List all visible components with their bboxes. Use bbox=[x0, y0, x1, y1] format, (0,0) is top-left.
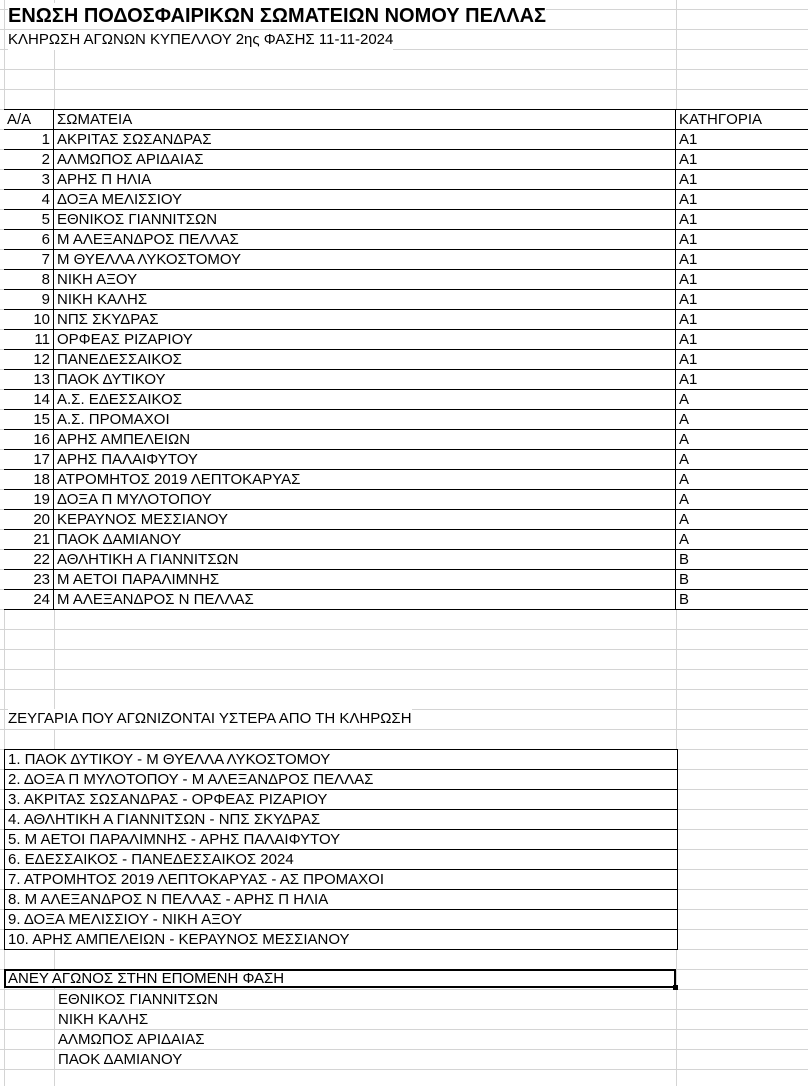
club-name-cell[interactable]: ΝΙΚΗ ΑΞΟΥ bbox=[54, 270, 676, 289]
gridline-horizontal bbox=[0, 649, 808, 650]
category-cell[interactable]: Β bbox=[679, 571, 690, 588]
pairs-heading: ΖΕΥΓΑΡΙΑ ΠΟΥ ΑΓΩΝΙΖΟΝΤΑΙ ΥΣΤΕΡΑ ΑΠΟ ΤΗ ΚΛΗΡΩΣΗ bbox=[8, 710, 412, 727]
club-name-cell[interactable]: ΑΡΗΣ ΑΜΠΕΛΕΙΩΝ bbox=[54, 430, 676, 449]
row-number-cell[interactable]: 17 bbox=[4, 450, 54, 469]
table-row bbox=[4, 350, 808, 370]
row-number-cell[interactable]: 6 bbox=[4, 230, 54, 249]
row-number-cell[interactable]: 9 bbox=[4, 290, 54, 309]
gridline-horizontal bbox=[0, 69, 808, 70]
table-row bbox=[4, 330, 808, 350]
category-cell[interactable]: Α1 bbox=[679, 311, 698, 328]
club-name-cell[interactable]: ΠΑΟΚ ΔΑΜΙΑΝΟΥ bbox=[54, 530, 676, 549]
row-number-cell[interactable]: 14 bbox=[4, 390, 54, 409]
table-row bbox=[4, 310, 808, 330]
club-name-cell[interactable]: ΕΘΝΙΚΟΣ ΓΙΑΝΝΙΤΣΩΝ bbox=[54, 210, 676, 229]
club-name-cell[interactable]: ΑΘΛΗΤΙΚΗ Α ΓΙΑΝΝΙΤΣΩΝ bbox=[54, 550, 676, 569]
table-row bbox=[4, 570, 808, 590]
column-header-aa[interactable]: Α/Α bbox=[4, 110, 54, 129]
category-cell[interactable]: Α1 bbox=[679, 131, 698, 148]
row-number-cell[interactable]: 4 bbox=[4, 190, 54, 209]
table-row bbox=[4, 190, 808, 210]
category-cell[interactable]: Α1 bbox=[679, 211, 698, 228]
pair-row[interactable]: 2. ΔΟΞΑ Π ΜΥΛΟΤΟΠΟΥ - Μ ΑΛΕΞΑΝΔΡΟΣ ΠΕΛΛΑΣ bbox=[5, 770, 677, 790]
bye-heading-selected-cell[interactable]: ΑΝΕΥ ΑΓΩΝΟΣ ΣΤΗΝ ΕΠΟΜΕΝΗ ΦΑΣΗ bbox=[4, 969, 676, 988]
club-name-cell[interactable]: ΔΟΞΑ Π ΜΥΛΟΤΟΠΟΥ bbox=[54, 490, 676, 509]
club-name-cell[interactable]: ΚΕΡΑΥΝΟΣ ΜΕΣΣΙΑΝΟΥ bbox=[54, 510, 676, 529]
pair-row[interactable]: 1. ΠΑΟΚ ΔΥΤΙΚΟΥ - Μ ΘΥΕΛΛΑ ΛΥΚΟΣΤΟΜΟΥ bbox=[5, 750, 677, 770]
row-number-cell[interactable]: 18 bbox=[4, 470, 54, 489]
pair-row[interactable]: 8. Μ ΑΛΕΞΑΝΔΡΟΣ Ν ΠΕΛΛΑΣ - ΑΡΗΣ Π ΗΛΙΑ bbox=[5, 890, 677, 910]
club-name-cell[interactable]: Μ ΑΛΕΞΑΝΔΡΟΣ Ν ΠΕΛΛΑΣ bbox=[54, 590, 676, 609]
club-name-cell[interactable]: ΑΤΡΟΜΗΤΟΣ 2019 ΛΕΠΤΟΚΑΡΥΑΣ bbox=[54, 470, 676, 489]
category-cell[interactable]: Α bbox=[679, 411, 690, 428]
table-row bbox=[4, 130, 808, 150]
pair-row[interactable]: 6. ΕΔΕΣΣΑΙΚΟΣ - ΠΑΝΕΔΕΣΣΑΙΚΟΣ 2024 bbox=[5, 850, 677, 870]
table-row bbox=[4, 450, 808, 470]
club-name-cell[interactable]: Μ ΑΕΤΟΙ ΠΑΡΑΛΙΜΝΗΣ bbox=[54, 570, 676, 589]
category-cell[interactable]: Α bbox=[679, 451, 690, 468]
bye-team[interactable]: ΠΑΟΚ ΔΑΜΙΑΝΟΥ bbox=[58, 1051, 183, 1068]
row-number-cell[interactable]: 15 bbox=[4, 410, 54, 429]
table-row bbox=[4, 510, 808, 530]
pair-row[interactable]: 10. ΑΡΗΣ ΑΜΠΕΛΕΙΩΝ - ΚΕΡΑΥΝΟΣ ΜΕΣΣΙΑΝΟΥ bbox=[5, 930, 677, 950]
page-subtitle: ΚΛΗΡΩΣΗ ΑΓΩΝΩΝ ΚΥΠΕΛΛΟΥ 2ης ΦΑΣΗΣ 11-11-2024 bbox=[8, 31, 394, 48]
table-header-row bbox=[4, 110, 808, 130]
gridline-horizontal bbox=[0, 689, 808, 690]
bye-team[interactable]: ΕΘΝΙΚΟΣ ΓΙΑΝΝΙΤΣΩΝ bbox=[58, 991, 219, 1008]
row-number-cell[interactable]: 10 bbox=[4, 310, 54, 329]
category-cell[interactable]: Α1 bbox=[679, 151, 698, 168]
table-body bbox=[4, 130, 808, 610]
table-row bbox=[4, 210, 808, 230]
page-title: ΕΝΩΣΗ ΠΟΔΟΣΦΑΙΡΙΚΩΝ ΣΩΜΑΤΕΙΩΝ ΝΟΜΟΥ ΠΕΛΛΑΣ bbox=[8, 5, 547, 27]
club-name-cell[interactable]: ΝΠΣ ΣΚΥΔΡΑΣ bbox=[54, 310, 676, 329]
category-cell[interactable]: Α1 bbox=[679, 291, 698, 308]
category-cell[interactable]: Α1 bbox=[679, 371, 698, 388]
pair-row[interactable]: 9. ΔΟΞΑ ΜΕΛΙΣΣΙΟΥ - ΝΙΚΗ ΑΞΟΥ bbox=[5, 910, 677, 930]
row-number-cell[interactable]: 16 bbox=[4, 430, 54, 449]
column-header-category[interactable]: ΚΑΤΗΓΟΡΙΑ bbox=[679, 111, 762, 128]
table-row bbox=[4, 410, 808, 430]
table-row bbox=[4, 530, 808, 550]
table-row bbox=[4, 470, 808, 490]
gridline-horizontal bbox=[0, 89, 808, 90]
row-number-cell[interactable]: 8 bbox=[4, 270, 54, 289]
club-name-cell[interactable]: Μ ΑΛΕΞΑΝΔΡΟΣ ΠΕΛΛΑΣ bbox=[54, 230, 676, 249]
row-number-cell[interactable]: 24 bbox=[4, 590, 54, 609]
bye-team[interactable]: ΝΙΚΗ ΚΑΛΗΣ bbox=[58, 1011, 149, 1028]
row-number-cell[interactable]: 12 bbox=[4, 350, 54, 369]
category-cell[interactable]: Α bbox=[679, 531, 690, 548]
bye-team[interactable]: ΑΛΜΩΠΟΣ ΑΡΙΔΑΙΑΣ bbox=[58, 1031, 205, 1048]
row-number-cell[interactable]: 1 bbox=[4, 130, 54, 149]
category-cell[interactable]: Α1 bbox=[679, 191, 698, 208]
category-cell[interactable]: Α bbox=[679, 471, 690, 488]
pair-row[interactable]: 4. ΑΘΛΗΤΙΚΗ Α ΓΙΑΝΝΙΤΣΩΝ - ΝΠΣ ΣΚΥΔΡΑΣ bbox=[5, 810, 677, 830]
table-row bbox=[4, 590, 808, 610]
category-cell[interactable]: Α bbox=[679, 491, 690, 508]
club-name-cell[interactable]: ΑΚΡΙΤΑΣ ΣΩΣΑΝΔΡΑΣ bbox=[54, 130, 676, 149]
row-number-cell[interactable]: 13 bbox=[4, 370, 54, 389]
table-row bbox=[4, 390, 808, 410]
gridline-horizontal bbox=[0, 629, 808, 630]
category-cell[interactable]: Α1 bbox=[679, 351, 698, 368]
table-row bbox=[4, 250, 808, 270]
category-cell[interactable]: Α1 bbox=[679, 171, 698, 188]
row-number-cell[interactable]: 23 bbox=[4, 570, 54, 589]
club-name-cell[interactable]: ΑΛΜΩΠΟΣ ΑΡΙΔΑΙΑΣ bbox=[54, 150, 676, 169]
row-number-cell[interactable]: 19 bbox=[4, 490, 54, 509]
row-number-cell[interactable]: 7 bbox=[4, 250, 54, 269]
pair-row[interactable]: 3. ΑΚΡΙΤΑΣ ΣΩΣΑΝΔΡΑΣ - ΟΡΦΕΑΣ ΡΙΖΑΡΙΟΥ bbox=[5, 790, 677, 810]
club-name-cell[interactable]: Α.Σ. ΕΔΕΣΣΑΙΚΟΣ bbox=[54, 390, 676, 409]
category-cell[interactable]: Α1 bbox=[679, 271, 698, 288]
clubs-table bbox=[4, 109, 808, 610]
row-number-cell[interactable]: 5 bbox=[4, 210, 54, 229]
club-name-cell[interactable]: ΠΑΝΕΔΕΣΣΑΙΚΟΣ bbox=[54, 350, 676, 369]
row-number-cell[interactable]: 21 bbox=[4, 530, 54, 549]
table-row bbox=[4, 170, 808, 190]
table-row bbox=[4, 490, 808, 510]
table-row bbox=[4, 270, 808, 290]
row-number-cell[interactable]: 3 bbox=[4, 170, 54, 189]
club-name-cell[interactable]: Α.Σ. ΠΡΟΜΑΧΟΙ bbox=[54, 410, 676, 429]
club-name-cell[interactable]: ΠΑΟΚ ΔΥΤΙΚΟΥ bbox=[54, 370, 676, 389]
pair-row[interactable]: 5. Μ ΑΕΤΟΙ ΠΑΡΑΛΙΜΝΗΣ - ΑΡΗΣ ΠΑΛΑΙΦΥΤΟΥ bbox=[5, 830, 677, 850]
table-row bbox=[4, 550, 808, 570]
table-row bbox=[4, 290, 808, 310]
row-number-cell[interactable]: 20 bbox=[4, 510, 54, 529]
club-name-cell[interactable]: ΝΙΚΗ ΚΑΛΗΣ bbox=[54, 290, 676, 309]
club-name-cell[interactable]: Μ ΘΥΕΛΛΑ ΛΥΚΟΣΤΟΜΟΥ bbox=[54, 250, 676, 269]
pairs-list bbox=[4, 749, 678, 950]
club-name-cell[interactable]: ΑΡΗΣ ΠΑΛΑΙΦΥΤΟΥ bbox=[54, 450, 676, 469]
table-row bbox=[4, 370, 808, 390]
row-number-cell[interactable]: 11 bbox=[4, 330, 54, 349]
category-cell[interactable]: Α bbox=[679, 431, 690, 448]
gridline-horizontal bbox=[0, 729, 808, 730]
category-cell[interactable]: Α1 bbox=[679, 231, 698, 248]
table-row bbox=[4, 150, 808, 170]
category-cell[interactable]: Β bbox=[679, 551, 690, 568]
category-cell[interactable]: Α bbox=[679, 391, 690, 408]
club-name-cell[interactable]: ΔΟΞΑ ΜΕΛΙΣΣΙΟΥ bbox=[54, 190, 676, 209]
row-number-cell[interactable]: 2 bbox=[4, 150, 54, 169]
column-header-clubs[interactable]: ΣΩΜΑΤΕΙΑ bbox=[54, 110, 676, 129]
category-cell[interactable]: Α bbox=[679, 511, 690, 528]
table-row bbox=[4, 230, 808, 250]
table-row bbox=[4, 430, 808, 450]
category-cell[interactable]: Α1 bbox=[679, 331, 698, 348]
category-cell[interactable]: Β bbox=[679, 591, 690, 608]
row-number-cell[interactable]: 22 bbox=[4, 550, 54, 569]
cell-fill-handle[interactable] bbox=[673, 985, 678, 990]
club-name-cell[interactable]: ΑΡΗΣ Π ΗΛΙΑ bbox=[54, 170, 676, 189]
club-name-cell[interactable]: ΟΡΦΕΑΣ ΡΙΖΑΡΙΟΥ bbox=[54, 330, 676, 349]
pair-row[interactable]: 7. ΑΤΡΟΜΗΤΟΣ 2019 ΛΕΠΤΟΚΑΡΥΑΣ - ΑΣ ΠΡΟΜΑΧΟΙ bbox=[5, 870, 677, 890]
gridline-horizontal bbox=[0, 669, 808, 670]
category-cell[interactable]: Α1 bbox=[679, 251, 698, 268]
